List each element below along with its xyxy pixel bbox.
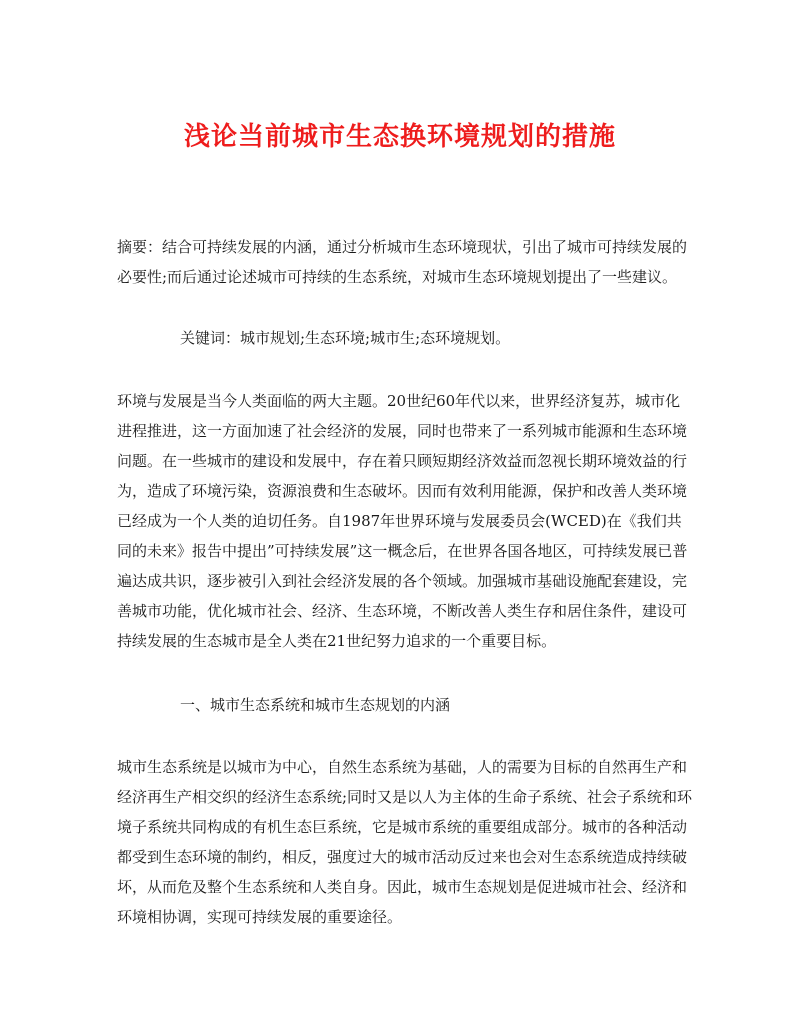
abstract-text: 摘要：结合可持续发展的内涵，通过分析城市生态环境现状，引出了城市可持续发展的必要性;而后通过论述城市可持续的生态系统，对城市生态环境规划提出了一些建议。 (117, 238, 688, 286)
keywords-text: 关键词：城市规划;生态环境;城市生;态环境规划。 (180, 329, 511, 347)
body-paragraph: 环境与发展是当今人类面临的两大主题。20世纪60年代以来，世界经济复苏，城市化进程推进，这一方面加速了社会经济的发展，同时也带来了一系列城市能源和生态环境问题。在一些城市的建设和发展中，存在着只顾短期经济效益而忽视长期环境效益的行为，造成了环境污染，资源浪费和生态破坏。因而有效利用能源，保护和改善人类环境已经成为一个人类的迫切任务。自1987年世界环境与发展委员会(WCED)在《我们共同的未来》报告中提出”可持续发展”这一概念后，在世界各国各地区，可持续发展已普遍达成共识，逐步被引入到社会经济发展的各个领域。加强城市基础设施配套建设，完善城市功能，优化城市社会、经济、生态环境，不断改善人类生存和居住条件，建设可持续发展的生态城市是全人类在21世纪努力追求的一个重要目标。 (117, 392, 688, 650)
section-heading: 一、城市生态系统和城市生态规划的内涵 (180, 696, 451, 714)
body-paragraph: 城市生态系统是以城市为中心，自然生态系统为基础，人的需要为目标的自然再生产和经济再生产相交织的经济生态系统;同时又是以人为主体的生命子系统、社会子系统和环境子系统共同构成的有机生态巨系统，它是城市系统的重要组成部分。城市的各种活动都受到生态环境的制约，相反，强度过大的城市活动反过来也会对生态系统造成持续破坏，从而危及整个生态系统和人类自身。因此，城市生态规划是促进城市社会、经济和环境相协调，实现可持续发展的重要途径。 (117, 758, 693, 926)
document-title: 浅论当前城市生态换环境规划的措施 (183, 122, 616, 153)
